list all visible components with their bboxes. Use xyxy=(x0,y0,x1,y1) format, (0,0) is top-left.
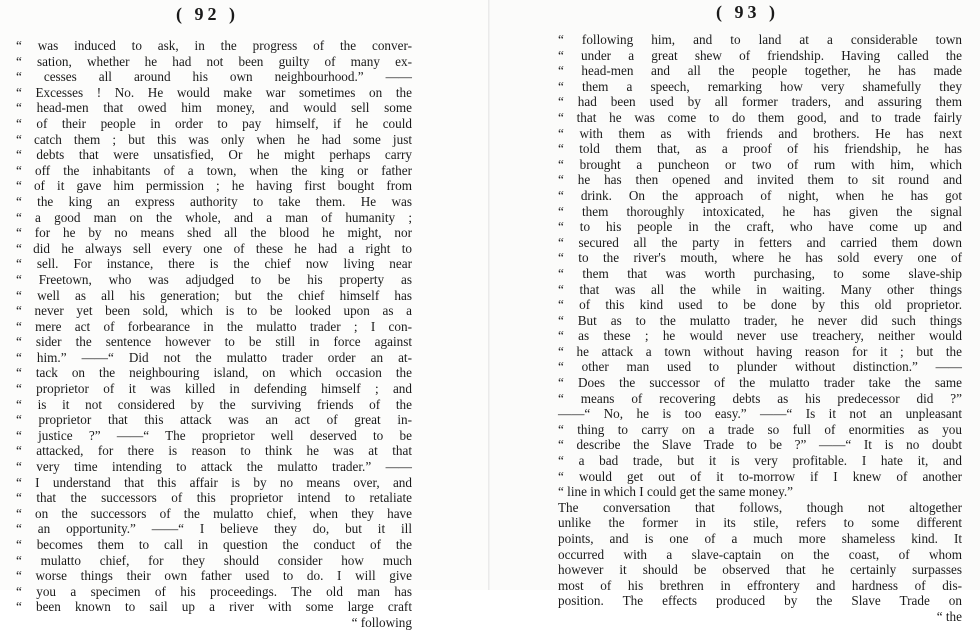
text-line: occurred with a slave-captain on the coast, of whom xyxy=(558,546,962,562)
text-line: “ a good man on the whole, and a man of humanity ; xyxy=(16,209,412,225)
text-line: “ becomes them to call in question the conduct of the xyxy=(16,537,412,552)
text-line: “ of this kind used to be done by this old proprietor. xyxy=(558,297,962,313)
text-line: “ them a speech, remarking how very shamefully they xyxy=(558,78,962,94)
text-line: “ him.” ——“ Did not the mulatto trader order an at- xyxy=(16,349,412,365)
text-line: “ sider the sentence however to be still in force against xyxy=(16,334,412,350)
text-line: “ attacked, for there is reason to think he was at that xyxy=(16,443,412,459)
text-line: ——“ No, he is too easy.” ——“ Is it not an unpleasant xyxy=(558,406,962,422)
text-line: “ he attack a town without having reason for it ; but the xyxy=(558,343,962,359)
left-page xyxy=(0,0,490,630)
text-line: “ under a great shew of friendship. Having called the xyxy=(558,47,962,63)
text-line: “ line in which I could get the same money.” xyxy=(558,484,793,500)
text-line: “ that was all the while in waiting. Many other things xyxy=(558,281,962,297)
text-line: “ is it not considered by the surviving friends of the xyxy=(16,396,412,412)
right-page xyxy=(490,0,980,624)
text-line: points, and is one of a much more shameless kind. It xyxy=(558,531,962,546)
catchword: “ following xyxy=(351,614,412,630)
text-line: “ an opportunity.” ——“ I believe they do, but it ill xyxy=(16,521,412,537)
text-line: “ the king an express authority to take them. He was xyxy=(16,193,412,209)
text-line: “ means of recovering debts as his predecessor did ?” xyxy=(558,390,962,406)
text-line: “ brought a puncheon or two of rum with him, which xyxy=(558,156,962,172)
text-line: “ to the river's mouth, where he has sold every one of xyxy=(558,250,962,266)
text-line: “ proprietor that this attack was an act of great in- xyxy=(16,412,412,428)
text-line: “ told them that, as a proof of his friendship, he has xyxy=(558,141,962,157)
text-line: “ off the inhabitants of a town, when the king or father xyxy=(16,162,412,178)
text-line: “ them that was worth purchasing, to some slave-ship xyxy=(558,265,962,281)
text-line: “ them thoroughly intoxicated, he has given the signal xyxy=(558,203,962,219)
text-line: “ with them as with friends and brothers. He has next xyxy=(558,125,962,141)
text-line: “ justice ?” ——“ The proprietor well deserved to be xyxy=(16,427,412,443)
text-line: The conversation that follows, though not altogether xyxy=(558,499,962,515)
text-line: “ Excesses ! No. He would make war sometimes on the xyxy=(16,84,412,100)
text-line: “ had been used by all former traders, and assuring them xyxy=(558,94,962,110)
text-line: “ for he by no means shed all the blood he might, nor xyxy=(16,225,412,241)
text-line: however it should be observed that he certainly surpasses xyxy=(558,562,962,578)
text-line: “ as these ; he would never use treachery, neither would xyxy=(558,328,962,344)
text-line: “ on the successors of the mulatto chief, when they have xyxy=(16,505,412,521)
text-line: “ tack on the neighbouring island, on which occasion the xyxy=(16,365,412,381)
page-text xyxy=(16,38,412,631)
text-line: “ But as to the mulatto trader, he never did such things xyxy=(558,312,962,328)
page-number: ( 92 ) xyxy=(176,4,239,24)
text-line: “ thing to carry on a trade so full of enormities as you xyxy=(558,421,962,437)
text-line: “ sell. For instance, there is the chief now living near xyxy=(16,256,412,272)
text-line: “ worse things their own father used to do. I will give xyxy=(16,568,412,584)
text-line: “ of their people in order to pay himself, if he could xyxy=(16,115,412,131)
text-line: “ of it gave him permission ; he having first bought from xyxy=(16,178,412,194)
text-line: “ Does the successor of the mulatto trader take the same xyxy=(558,375,962,391)
text-line: “ he has then opened and invited them to sit round and xyxy=(558,172,962,188)
text-line: “ drink. On the approach of night, when he has got xyxy=(558,187,962,203)
text-line: “ was induced to ask, in the progress of the conver- xyxy=(16,38,412,53)
text-line: “ a bad trade, but it is very profitable. I hate it, and xyxy=(558,453,962,469)
text-line: “ well as all his generation; but the chief himself has xyxy=(16,287,412,303)
text-line: “ been known to sail up a river with some large craft xyxy=(16,599,412,615)
text-line: “ head-men that owed him money, and would sell some xyxy=(16,100,412,116)
text-line: “ I understand that this affair is by no means over, and xyxy=(16,474,412,490)
text-line: “ catch them ; but this was only when he had some just xyxy=(16,131,412,147)
page-text xyxy=(558,32,962,625)
text-line: “ Freetown, who was adjudged to be his property as xyxy=(16,271,412,287)
catchword: “ the xyxy=(936,608,962,624)
text-line: “ head-men and all the people together, he has made xyxy=(558,63,962,79)
text-line: “ you a specimen of his proceedings. The old man has xyxy=(16,583,412,599)
text-line: position. The effects produced by the Slave Trade on xyxy=(558,593,962,609)
text-line: “ to his people in the craft, who have come up and xyxy=(558,219,962,235)
text-line: unlike the former in its stile, refers to some different xyxy=(558,515,962,531)
text-line: “ that the successors of this proprietor intend to retaliate xyxy=(16,490,412,506)
text-line: “ following him, and to land at a considerable town xyxy=(558,32,962,47)
text-line: “ proprietor of it was killed in defending himself ; and xyxy=(16,381,412,397)
text-line: “ very time intending to attack the mulatto trader.” —— xyxy=(16,459,412,475)
text-line: “ mere act of forbearance in the mulatto trader ; I con- xyxy=(16,318,412,334)
text-line: “ did he always sell every one of these he had a right to xyxy=(16,240,412,256)
page-number: ( 93 ) xyxy=(716,2,779,22)
text-line: “ debts that were unsatisfied, Or he might perhaps carry xyxy=(16,147,412,163)
text-line: “ would get out of it to-morrow if I knew of another xyxy=(558,468,962,484)
text-line: “ secured all the party in fetters and carried them down xyxy=(558,234,962,250)
text-line: “ describe the Slave Trade to be ?” ——“ It is no doubt xyxy=(558,437,962,453)
text-line: “ sation, whether he had not been guilty of many ex- xyxy=(16,53,412,69)
text-line: “ other man used to plunder without distinction.” —— xyxy=(558,359,962,375)
text-line: “ cesses all around his own neighbourhood.” —— xyxy=(16,69,412,85)
text-line: “ mulatto chief, for they should consider how much xyxy=(16,552,412,568)
text-line: most of his brethren in effrontery and hardness of dis- xyxy=(558,577,962,593)
text-line: “ never yet been sold, which is to be looked upon as a xyxy=(16,303,412,319)
text-line: “ that he was come to do them good, and to trade fairly xyxy=(558,109,962,125)
